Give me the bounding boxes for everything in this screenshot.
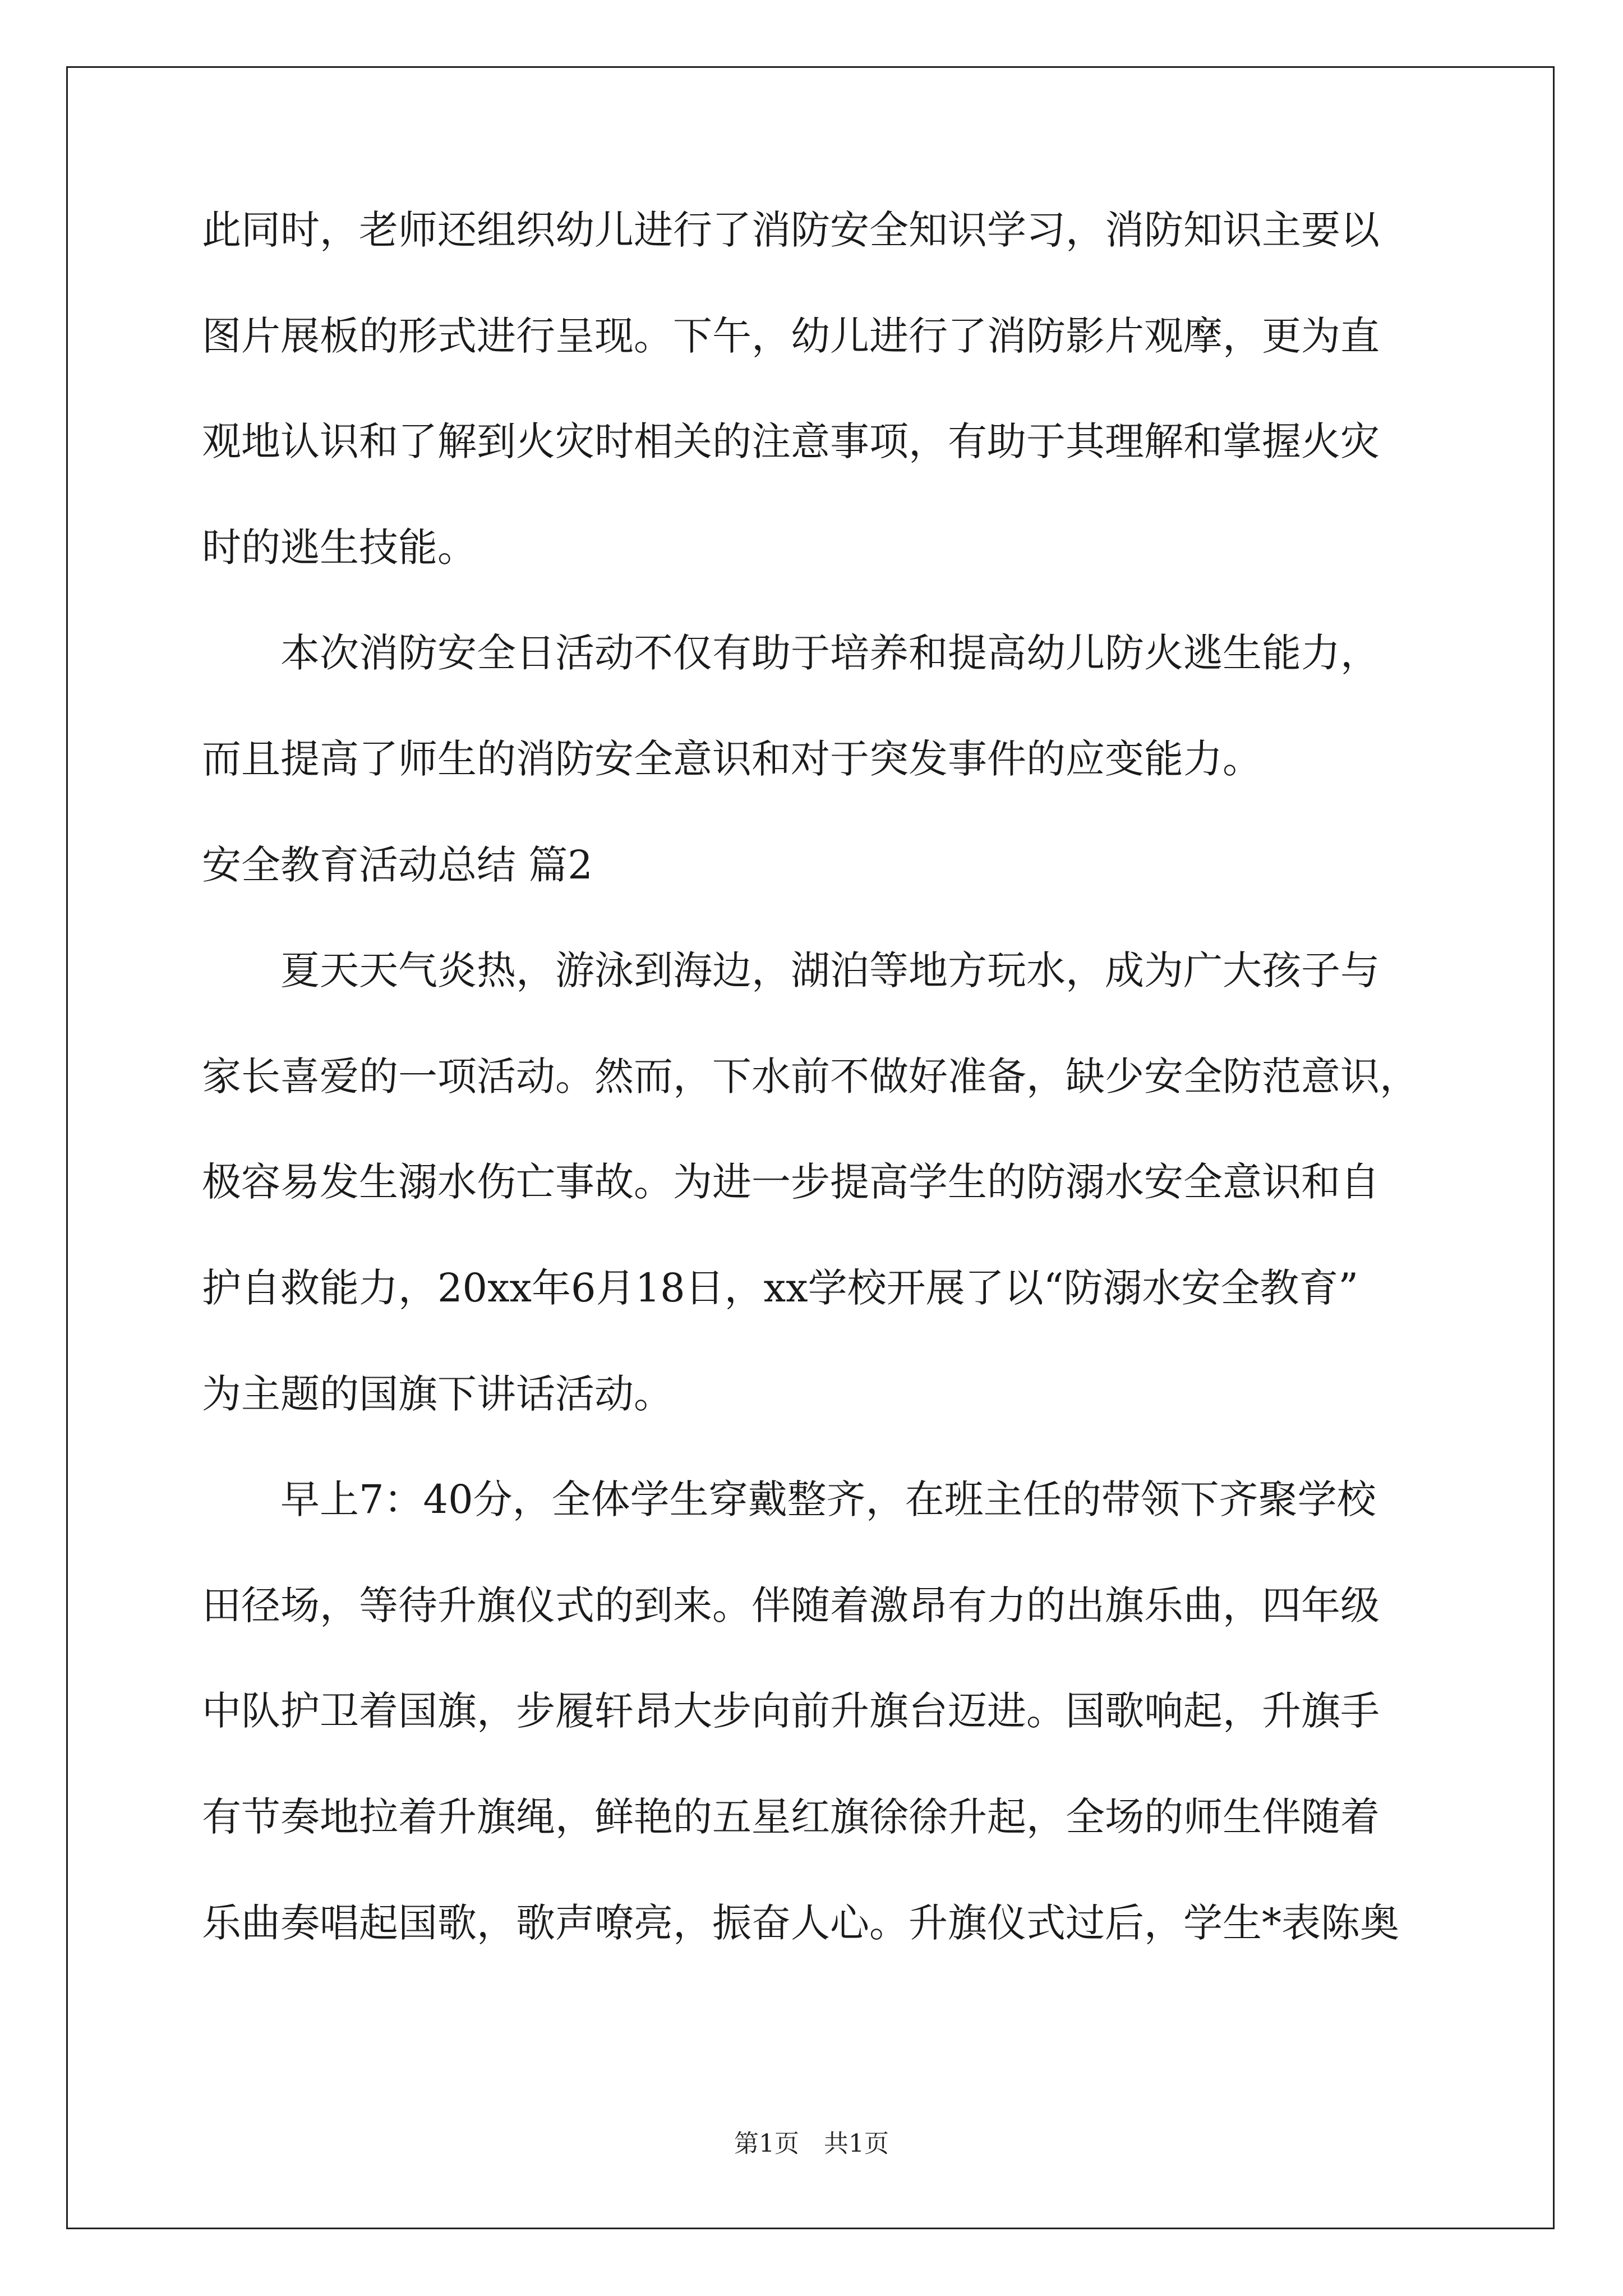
text-line: 中队护卫着国旗，步履轩昂大步向前升旗台迈进。国歌响起，升旗手 <box>202 1688 1380 1734</box>
text-line: 家长喜爱的一项活动。然而，下水前不做好准备，缺少安全防范意识， <box>202 1053 1419 1099</box>
text-line: 为主题的国旗下讲话活动。 <box>202 1370 673 1417</box>
text-line: 乐曲奏唱起国歌，歌声嘹亮，振奋人心。升旗仪式过后，学生*表陈奥 <box>202 1899 1399 1946</box>
text-line: 田径场，等待升旗仪式的到来。伴随着激昂有力的出旗乐曲，四年级 <box>202 1582 1380 1628</box>
text-line: 时的逃生技能。 <box>202 524 477 570</box>
page-total: 共1页 <box>824 2129 889 2158</box>
text-line: 本次消防安全日活动不仅有助于培养和提高幼儿防火逃生能力， <box>280 630 1380 677</box>
page-number: 第1页 <box>734 2129 799 2158</box>
page-footer <box>0 2129 1623 2158</box>
text-line: 图片展板的形式进行呈现。下午，幼儿进行了消防影片观摩，更为直 <box>202 312 1380 359</box>
text-line: 此同时，老师还组织幼儿进行了消防安全知识学习，消防知识主要以 <box>202 207 1380 253</box>
document-body <box>202 207 1427 2009</box>
text-line: 观地认识和了解到火灾时相关的注意事项，有助于其理解和掌握火灾 <box>202 418 1380 465</box>
text-line: 极容易发生溺水伤亡事故。为进一步提高学生的防溺水安全意识和自 <box>202 1159 1380 1205</box>
text-line: 护自救能力，20xx年6月18日，xx学校开展了以“防溺水安全教育” <box>202 1264 1359 1311</box>
text-line: 夏天天气炎热，游泳到海边，湖泊等地方玩水，成为广大孩子与 <box>280 947 1380 994</box>
section-heading: 安全教育活动总结 篇2 <box>202 841 593 888</box>
text-line: 而且提高了师生的消防安全意识和对于突发事件的应变能力。 <box>202 735 1262 782</box>
text-line: 早上7：40分，全体学生穿戴整齐，在班主任的带领下齐聚学校 <box>280 1476 1376 1523</box>
text-line: 有节奏地拉着升旗绳，鲜艳的五星红旗徐徐升起，全场的师生伴随着 <box>202 1793 1380 1840</box>
